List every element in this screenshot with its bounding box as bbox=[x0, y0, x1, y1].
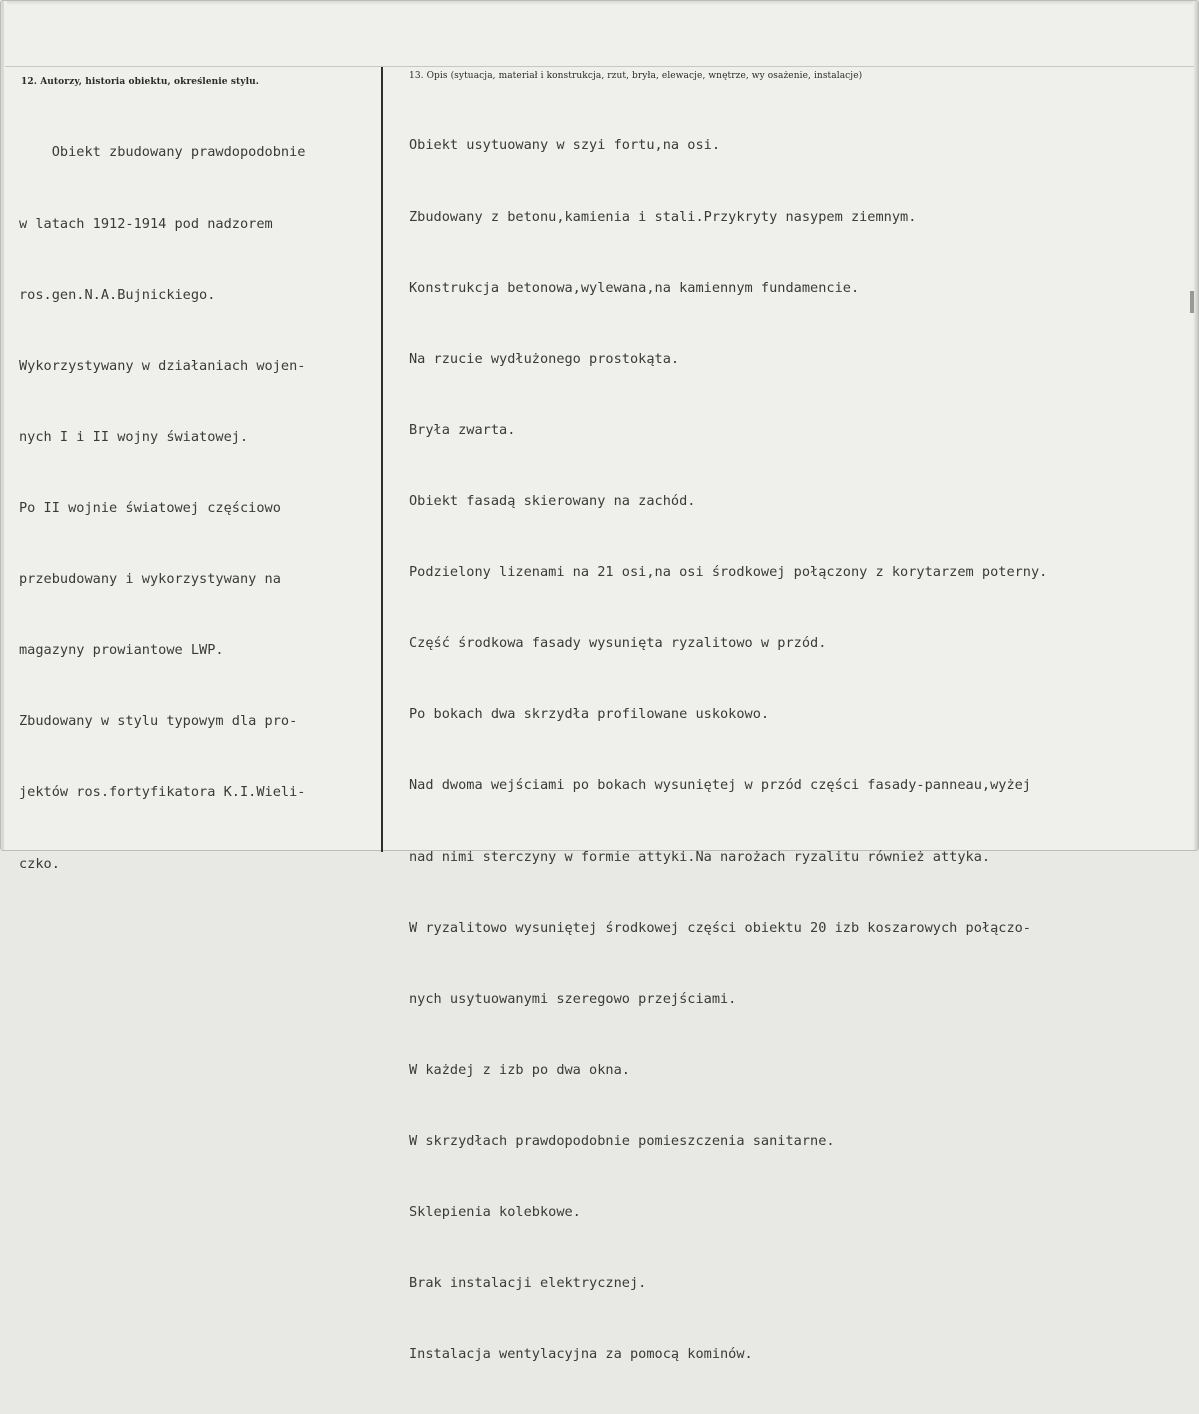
text-line: Część środkowa fasady wysunięta ryzalitowo w przód. bbox=[409, 635, 827, 652]
text-line: Na rzucie wydłużonego prostokąta. bbox=[409, 350, 680, 367]
text-line: przebudowany i wykorzystywany na bbox=[19, 571, 281, 588]
text-line: czko. bbox=[19, 855, 60, 872]
text-line: W ryzalitowo wysuniętej środkowej części obiektu 20 izb koszarowych połączo- bbox=[409, 919, 1031, 936]
text-line: jektów ros.fortyfikatora K.I.Wieli- bbox=[19, 784, 306, 801]
section-13-header: 13. Opis (sytuacja, materiał i konstrukcja, rzut, bryła, elewacje, wnętrze, wy osażenie, instalacje) bbox=[409, 71, 863, 81]
text-line: Po bokach dwa skrzydła profilowane uskokowo. bbox=[409, 706, 770, 723]
text-line: Obiekt usytuowany w szyi fortu,na osi. bbox=[409, 137, 720, 154]
text-line: w latach 1912-1914 pod nadzorem bbox=[19, 215, 273, 232]
text-line: Sklepienia kolebkowe. bbox=[409, 1204, 581, 1221]
text-line: W każdej z izb po dwa okna. bbox=[409, 1061, 630, 1078]
text-line: Obiekt fasadą skierowany na zachód. bbox=[409, 492, 696, 509]
text-line: magazyny prowiantowe LWP. bbox=[19, 642, 224, 659]
text-line: Nad dwoma wejściami po bokach wysuniętej w przód części fasady-panneau,wyżej bbox=[409, 777, 1031, 794]
text-line: Instalacja wentylacyjna za pomocą kominów. bbox=[409, 1346, 753, 1363]
column-divider bbox=[381, 67, 383, 852]
text-line: Zbudowany w stylu typowym dla pro- bbox=[19, 713, 298, 730]
card-top-edge bbox=[7, 1, 1198, 5]
header-divider bbox=[5, 66, 1194, 67]
text-line: ros.gen.N.A.Bujnickiego. bbox=[19, 286, 216, 303]
edge-mark bbox=[1190, 291, 1194, 313]
text-line: Konstrukcja betonowa,wylewana,na kamiennym fundamencie. bbox=[409, 279, 860, 296]
card-left-edge bbox=[1, 1, 4, 850]
text-line: Obiekt zbudowany prawdopodobnie bbox=[19, 144, 306, 161]
text-line: Brak instalacji elektrycznej. bbox=[409, 1275, 647, 1292]
text-line: Po II wojnie światowej częściowo bbox=[19, 499, 281, 516]
text-line: nad nimi sterczyny w formie attyki.Na narożach ryzalitu również attyka. bbox=[409, 848, 991, 865]
text-line: Wykorzystywany w działaniach wojen- bbox=[19, 357, 306, 374]
text-line: nych I i II wojny światowej. bbox=[19, 428, 249, 445]
section-12-header: 12. Autorzy, historia obiektu, określenie stylu. bbox=[21, 77, 260, 87]
text-line: W skrzydłach prawdopodobnie pomieszczenia sanitarne. bbox=[409, 1132, 835, 1149]
section-13-text bbox=[409, 87, 1047, 1414]
text-line: nych usytuowanymi szeregowo przejściami. bbox=[409, 990, 737, 1007]
card-right-edge bbox=[1193, 1, 1198, 850]
text-line: Zbudowany z betonu,kamienia i stali.Przykryty nasypem ziemnym. bbox=[409, 208, 917, 225]
text-line: Podzielony lizenami na 21 osi,na osi środkowej połączony z korytarzem poterny. bbox=[409, 564, 1048, 581]
text-line: Bryła zwarta. bbox=[409, 421, 516, 438]
section-12-text bbox=[19, 94, 305, 924]
